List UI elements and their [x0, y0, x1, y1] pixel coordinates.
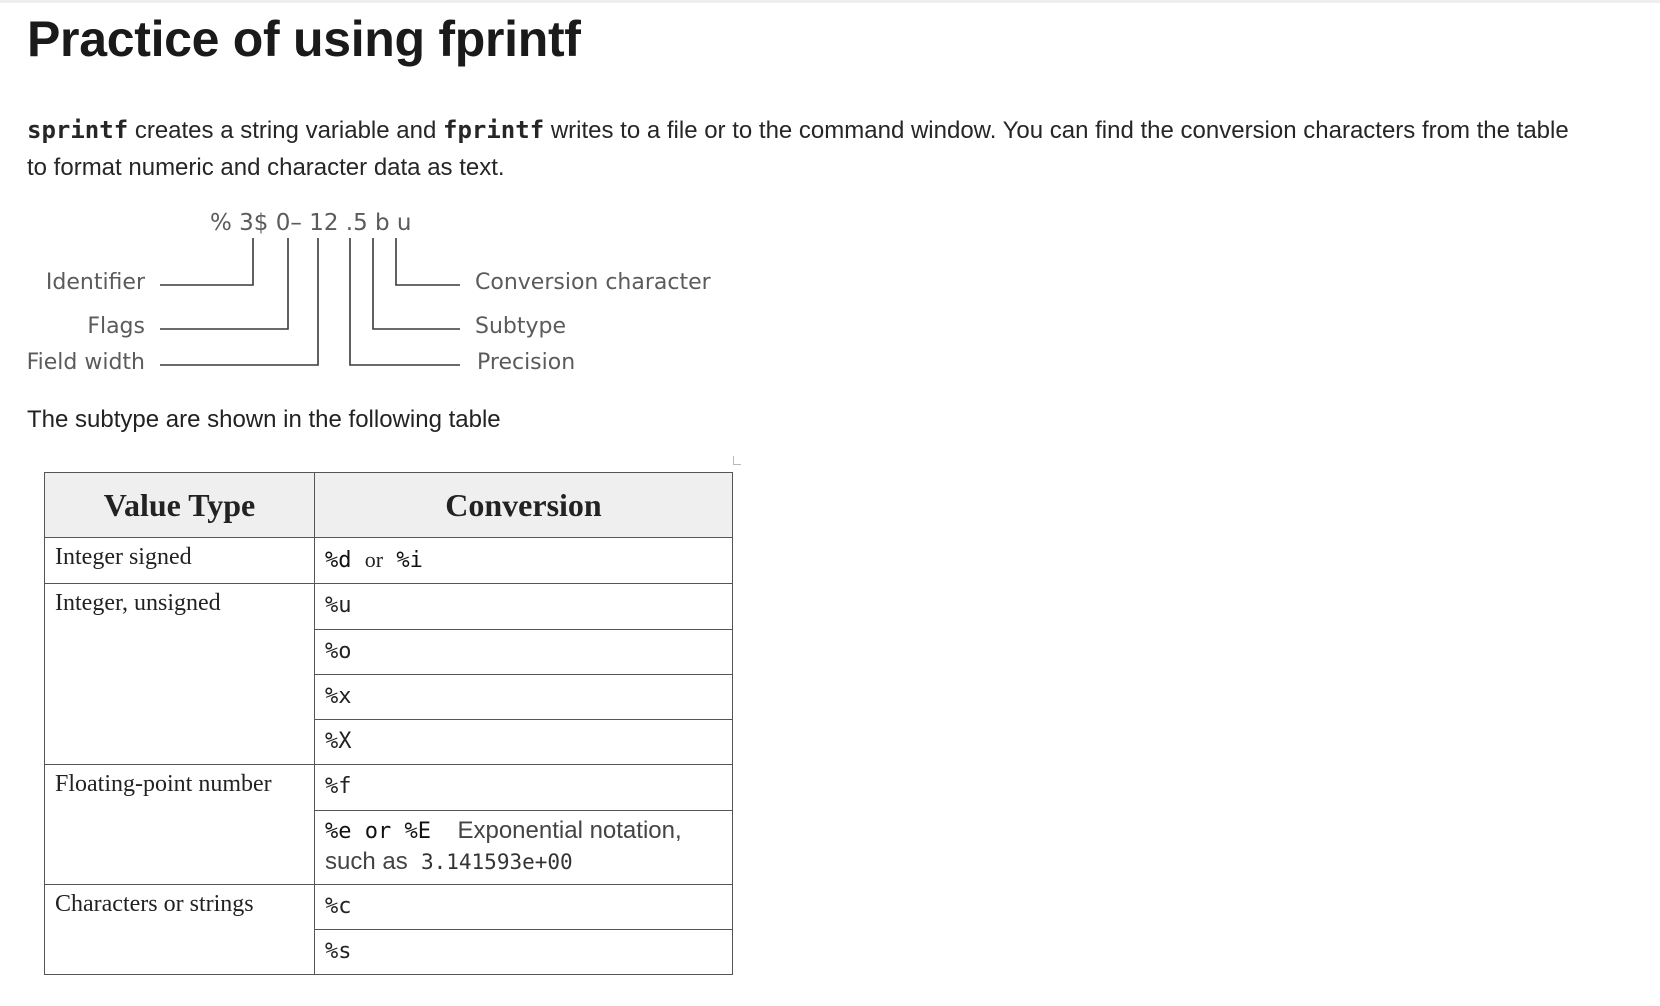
label-identifier: Identifier: [45, 270, 145, 295]
connector-lines: [160, 238, 460, 365]
conv-i: %i: [396, 548, 423, 573]
format-string: % 3$ 0– 12 .5 b u: [210, 210, 412, 236]
label-flags: Flags: [87, 314, 145, 339]
conversion-table: [44, 472, 733, 975]
table-row: [45, 584, 733, 630]
resize-corner-marker: [733, 456, 741, 465]
conversion-cell: %X: [315, 720, 733, 765]
table-intro: The subtype are shown in the following table: [27, 406, 501, 433]
format-spec-diagram: [0, 200, 760, 380]
sprintf-code: sprintf: [27, 116, 129, 144]
table-row: [45, 885, 733, 930]
value-type-cell: Integer, unsigned: [45, 584, 315, 765]
conv-e: %e or %E: [325, 819, 431, 844]
conversion-cell: %f: [315, 765, 733, 811]
conversion-cell: [315, 538, 733, 584]
page-title: Practice of using fprintf: [27, 11, 581, 67]
table-row: [45, 765, 733, 811]
conv-d: %d: [325, 548, 352, 573]
label-precision: Precision: [477, 350, 576, 375]
exp-example: 3.141593e+00: [420, 850, 573, 874]
intro-paragraph: [27, 112, 1587, 186]
value-type-cell: Characters or strings: [45, 885, 315, 975]
exp-note-such-as: such as: [325, 848, 408, 875]
label-conversion-character: Conversion character: [475, 270, 711, 295]
label-subtype: Subtype: [475, 314, 567, 339]
exp-note: Exponential notation,: [457, 817, 682, 844]
header-conversion: Conversion: [315, 473, 733, 538]
table-header-row: [45, 473, 733, 538]
intro-text-1: creates a string variable and: [128, 117, 443, 144]
value-type-cell: Floating-point number: [45, 765, 315, 885]
conversion-cell: %o: [315, 630, 733, 675]
or-text: or: [364, 547, 384, 572]
conversion-cell: %u: [315, 584, 733, 630]
table-row: [45, 538, 733, 584]
header-value-type: Value Type: [45, 473, 315, 538]
conversion-cell: %s: [315, 930, 733, 975]
top-border: [0, 0, 1660, 3]
conversion-cell: [315, 811, 733, 885]
fprintf-code: fprintf: [443, 116, 545, 144]
conversion-cell: %c: [315, 885, 733, 930]
conversion-cell: %x: [315, 675, 733, 720]
intro-text-2: writes to a file or to the command window. You can find the conversion characters from the table to format numeric and character data as text.: [27, 117, 1569, 181]
label-field-width: Field width: [26, 350, 145, 375]
value-type-cell: Integer signed: [45, 538, 315, 584]
